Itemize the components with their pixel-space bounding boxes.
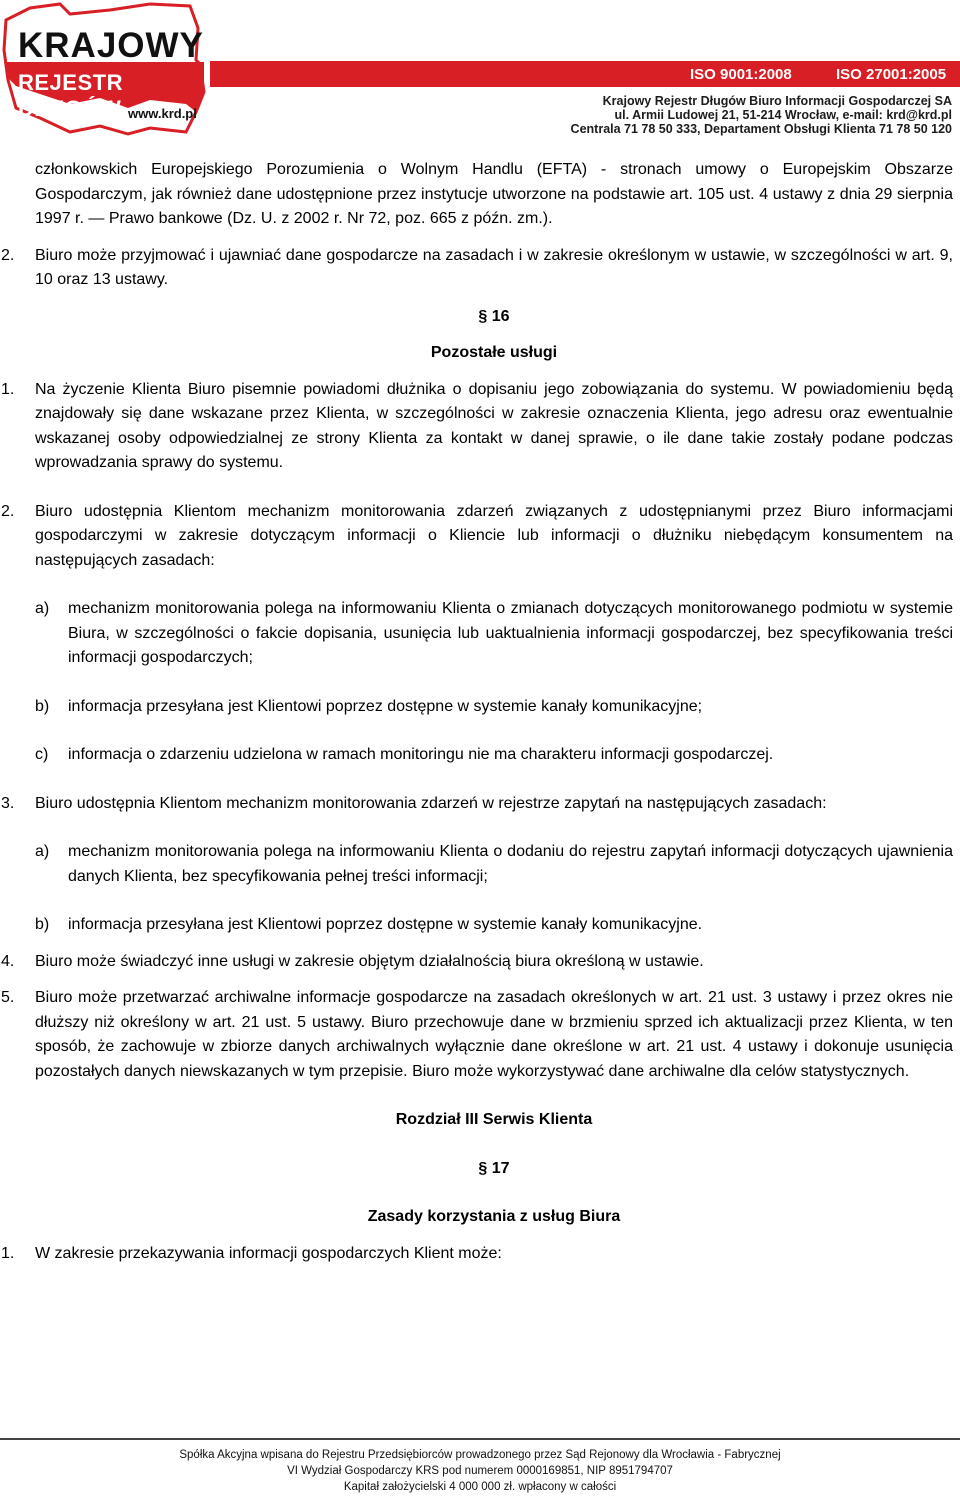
item-number: 5. [1, 989, 15, 1006]
s16-item-2 [1, 500, 953, 574]
intro-paragraph: członkowskich Europejskiego Porozumienia o Wolnym Handlu (EFTA) - stronach umowy o Europejskim Obszarze Gospodarczym, jak również dane udostępnione przez instytucje utworzone na podstawie art. 105 ust. 4 ustawy z dnia 29 sierpnia 1997 r. — Prawo bankowe (Dz. U. z 2002 r. Nr 72, poz. 665 z późn. zm.). [35, 161, 953, 227]
item-text: Biuro może świadczyć inne usługi w zakresie objętym działalnością biura określoną w ustawie. [35, 952, 704, 970]
item-number: 3. [1, 794, 15, 812]
s16-item-1 [1, 378, 953, 476]
krd-logo [0, 0, 210, 138]
letterhead [0, 0, 960, 140]
s16-item-2b [35, 695, 953, 720]
footer-divider [0, 1438, 960, 1440]
paragraph-number: 2. [1, 246, 15, 264]
paragraph-2 [1, 244, 953, 293]
subitem-label: a) [35, 600, 50, 617]
chapter-3-heading: Rozdział III Serwis Klienta [395, 1111, 593, 1128]
s16-item-3a [35, 840, 953, 889]
s16-item-5 [1, 986, 953, 1084]
s16-item-2a [35, 597, 953, 671]
item-text: Biuro może przetwarzać archiwalne informacje gospodarcze na zasadach określonych w art. 21 ust. 3 ustawy i przez okres nie dłuższy niż określony w art. 21 ust. 5 ustawy. Biuro przechowuje dane w brzmieniu sprzed ich aktualizacji przez Klienta, w ten sposób, że zachowuje w zbiorze danych archiwalnych wyłącznie dane określone w art. 21 ust. 4 ustawy i dokonuje usunięcia pozostałych danych niewskazanych w tym przepisie. Biuro może wykorzystywać dane archiwalne dla celów statystycznych. [35, 989, 953, 1080]
subitem-label: c) [35, 746, 49, 763]
subitem-text: informacja przesyłana jest Klientowi poprzez dostępne w systemie kanały komunikacyjne; [68, 697, 703, 715]
s16-item-3 [1, 792, 953, 817]
s16-item-4 [1, 950, 953, 975]
logo-text-krajowy: KRAJOWY [18, 26, 204, 65]
iso-27001-badge: ISO 27001:2005 [836, 66, 947, 83]
section-17-title: Zasady korzystania z usług Biura [367, 1208, 621, 1225]
paragraph-text: Biuro może przyjmować i ujawniać dane gospodarcze na zasadach i w zakresie określonym w ustawie, w szczególności w art. 9, 10 oraz 13 ustawy. [35, 246, 953, 288]
company-phones: Centrala 71 78 50 333, Departament Obsługi Klienta 71 78 50 120 [570, 122, 952, 136]
item-number: 1. [1, 1244, 15, 1262]
footer-line-krs: VI Wydział Gospodarczy KRS pod numerem 0000169851, NIP 8951794707 [287, 1465, 673, 1477]
s16-item-2c [35, 743, 953, 768]
s17-item-1 [1, 1242, 953, 1267]
subitem-label: b) [35, 697, 50, 715]
section-16-title: Pozostałe usługi [430, 344, 558, 361]
item-number: 1. [1, 380, 15, 398]
subitem-text: mechanizm monitorowania polega na informowaniu Klienta o dodaniu do rejestru zapytań informacji dotyczących ujawnienia danych Klienta, bez specyfikowania pełnej treści informacji; [68, 843, 953, 885]
item-number: 2. [1, 502, 15, 520]
item-text: Na życzenie Klienta Biuro pisemnie powiadomi dłużnika o dopisaniu jego zobowiązania do systemu. W powiadomieniu będą znajdowały się dane wskazane przez Klienta, w szczególności w zakresie oznaczenia Klienta, jego adresu oraz ewentualnie wskazanej osoby odpowiedzialnej ze strony Klienta za kontakt w danej sprawie, o ile dane takie zostały podane podczas wprowadzania sprawy do systemu. [35, 380, 953, 471]
subitem-text: informacja o zdarzeniu udzielona w ramach monitoringu nie ma charakteru informacji gospodarczej. [68, 746, 774, 763]
section-17-number: § 17 [478, 1159, 510, 1177]
s16-item-3b [35, 913, 953, 938]
page-footer [0, 1447, 960, 1495]
document-body [1, 158, 953, 1266]
footer-line-registry: Spółka Akcyjna wpisana do Rejestru Przedsiębiorców prowadzonego przez Sąd Rejonowy dla Wrocławia - Fabrycznej [179, 1449, 781, 1461]
iso-9001-badge: ISO 9001:2008 [690, 66, 792, 83]
subitem-text: informacja przesyłana jest Klientowi poprzez dostępne w systemie kanały komunikacyjne. [68, 916, 703, 933]
company-name: Krajowy Rejestr Długów Biuro Informacji Gospodarczej SA [602, 94, 952, 108]
footer-line-capital: Kapitał założycielski 4 000 000 zł. wpłacony w całości [343, 1481, 617, 1493]
item-text: Biuro udostępnia Klientom mechanizm monitorowania zdarzeń związanych z udostępnianymi przez Biuro informacjami gospodarczymi w zakresie dotyczącym informacji o Kliencie lub informacji o dłużniku niebędącym konsumentem na następujących zasadach: [35, 502, 953, 569]
item-text: W zakresie przekazywania informacji gospodarczych Klient może: [35, 1244, 502, 1262]
section-16-number: § 16 [478, 307, 510, 325]
item-number: 4. [1, 952, 15, 970]
subitem-label: b) [35, 916, 50, 933]
subitem-text: mechanizm monitorowania polega na informowaniu Klienta o zmianach dotyczących monitorowanego podmiotu w systemie Biura, w szczególności o fakcie dopisania, usunięcia lub uaktualnienia informacji gospodarczej, bez specyfikowania treści informacji gospodarczych; [68, 600, 953, 666]
logo-text-rejestr: REJESTR DŁUGÓW [18, 70, 123, 121]
item-text: Biuro udostępnia Klientom mechanizm monitorowania zdarzeń w rejestrze zapytań na następujących zasadach: [35, 794, 827, 812]
subitem-label: a) [35, 843, 50, 860]
logo-url: www.krd.pl [128, 106, 197, 121]
company-address: ul. Armii Ludowej 21, 51-214 Wrocław, e-mail: krd@krd.pl [614, 108, 952, 122]
